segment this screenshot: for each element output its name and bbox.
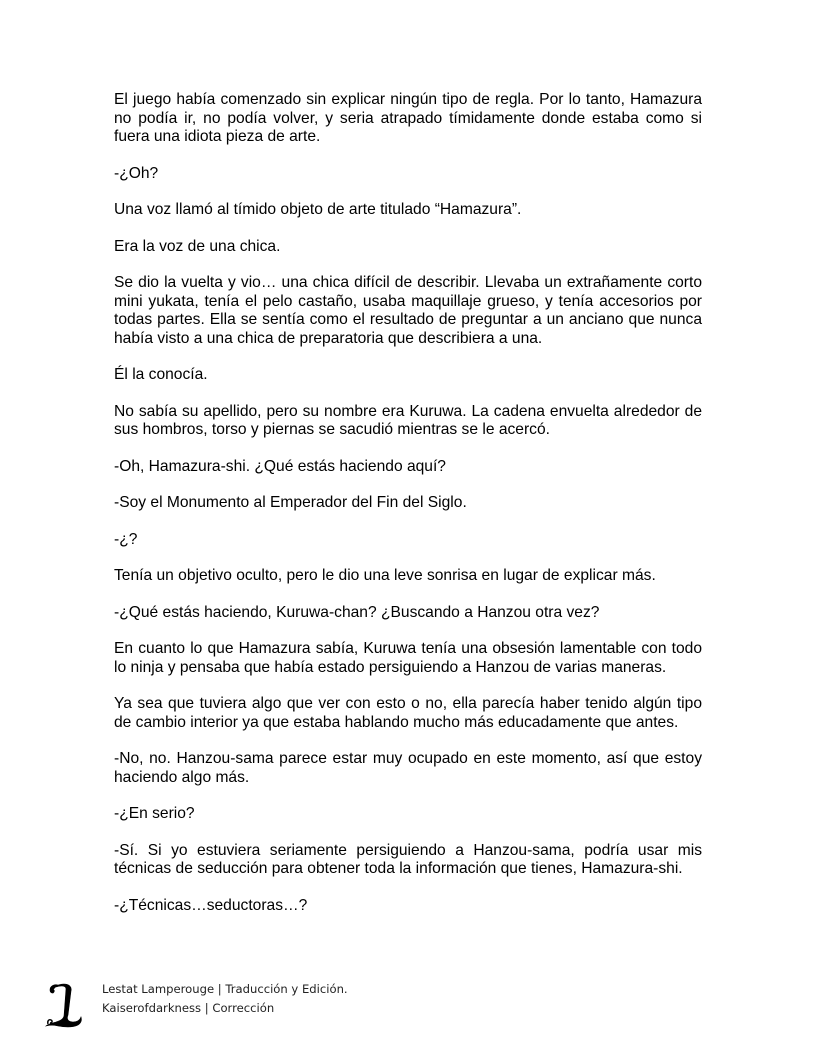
- paragraph: -¿Técnicas…seductoras…?: [114, 896, 308, 914]
- paragraph: En cuanto lo que Hamazura sabía, Kuruwa tenía una obsesión lamentable con todo lo ninja y pensaba que había estado persiguiendo a Hanzou de varias maneras.: [114, 640, 702, 676]
- gothic-letter-l-icon: [44, 982, 84, 1028]
- paragraph: Una voz llamó al tímido objeto de arte titulado “Hamazura”.: [114, 201, 522, 218]
- paragraph: Ya sea que tuviera algo que ver con esto o no, ella parecía haber tenido algún tipo de cambio interior ya que estaba hablando mucho más educadamente que antes.: [114, 695, 702, 731]
- paragraph: -Soy el Monumento al Emperador del Fin del Siglo.: [114, 494, 467, 511]
- credit-translation: Lestat Lamperouge | Traducción y Edición.: [102, 982, 348, 996]
- paragraph: El juego había comenzado sin explicar ningún tipo de regla. Por lo tanto, Hamazura no podía ir, no podía volver, y seria atrapado tímidamente donde estaba como si fuera una idiota pieza de arte.: [114, 91, 702, 145]
- paragraph: -Oh, Hamazura-shi. ¿Qué estás haciendo aquí?: [114, 457, 446, 475]
- paragraph: Se dio la vuelta y vio… una chica difícil de describir. Llevaba un extrañamente corto mini yukata, tenía el pelo castaño, usaba maquillaje grueso, y tenía accesorios por todas partes. Ella se sentía como el resultado de preguntar a un anciano que nunca había visto a una chica de preparatoria que describiera a una.: [114, 274, 702, 347]
- paragraph: No sabía su apellido, pero su nombre era Kuruwa. La cadena envuelta alrededor de sus hombros, torso y piernas se sacudió mientras se le acercó.: [114, 402, 702, 438]
- credit-correction: Kaiserofdarkness | Corrección: [102, 1001, 275, 1015]
- paragraph: Tenía un objetivo oculto, pero le dio una leve sonrisa en lugar de explicar más.: [114, 567, 656, 584]
- page-body: [114, 91, 702, 933]
- paragraph: -No, no. Hanzou-sama parece estar muy ocupado en este momento, así que estoy haciendo algo más.: [114, 750, 702, 786]
- paragraph: -¿Qué estás haciendo, Kuruwa-chan? ¿Buscando a Hanzou otra vez?: [114, 603, 600, 621]
- paragraph: Él la conocía.: [114, 366, 208, 383]
- paragraph: -Sí. Si yo estuviera seriamente persiguiendo a Hanzou-sama, podría usar mis técnicas de seducción para obtener toda la información que tienes, Hamazura-shi.: [114, 841, 702, 877]
- paragraph: -¿?: [114, 530, 138, 548]
- credits: [102, 980, 348, 1018]
- page-footer: [44, 978, 444, 1030]
- paragraph: Era la voz de una chica.: [114, 237, 281, 255]
- paragraph: -¿En serio?: [114, 805, 195, 822]
- paragraph: -¿Oh?: [114, 164, 159, 182]
